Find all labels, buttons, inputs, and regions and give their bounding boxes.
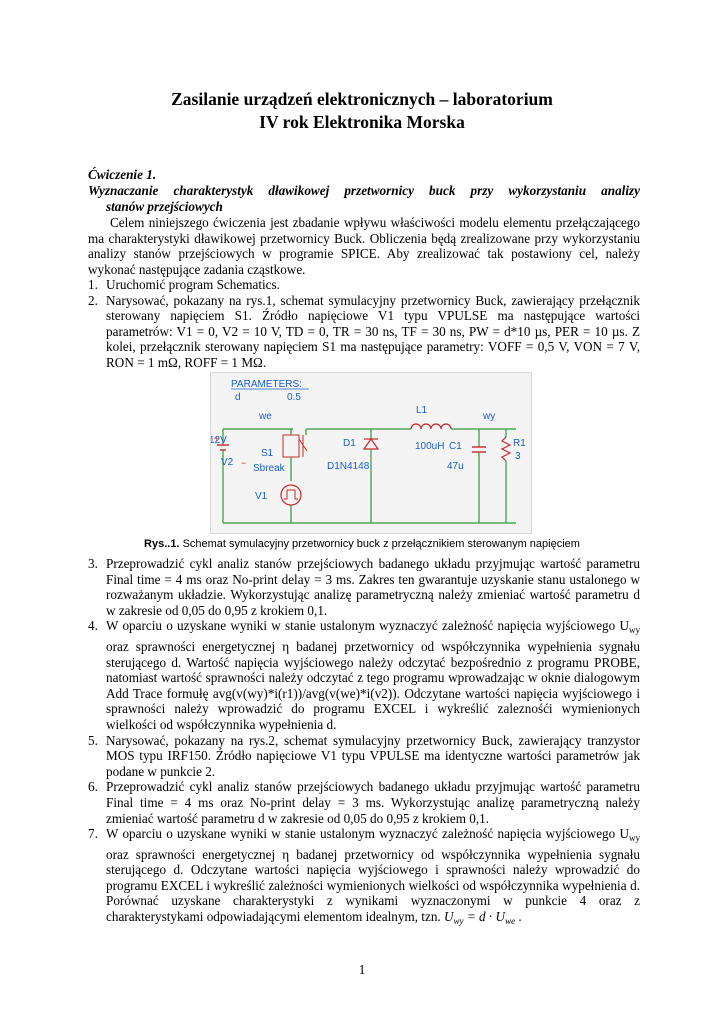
task-item [88, 779, 640, 826]
switch-name-label: S1 [261, 448, 274, 459]
task-text-b: oraz sprawności energetycznej η badanej przetwornicy od współczynnika wypełnienia sygnału sterującego d. Odczytane wartości napięcia wyjściowego i sprawności należy wprowadzić do programu EXCEL i wykreślić zależności wymienionych wielkości od współczynnika wypełnienia d. Porównać uzyskane charakterystyki z wynikami wyznaczonymi w punkcie 4 oraz z charakterystykami odpowiadającymi elementom idealnym, tzn. [106, 846, 640, 925]
figure-caption [0, 538, 724, 550]
v2-plus-sign: + [214, 434, 219, 443]
switch-model-label: Sbreak [253, 463, 285, 474]
caption-text: Schemat symulacyjny przetwornicy buck z przełącznikiem sterowanym napięciem [179, 538, 580, 550]
formula-mid: = d · U [463, 909, 506, 925]
param-name: d [235, 392, 241, 403]
cap-value-label: 47u [447, 461, 464, 472]
task-subscript: wy [629, 833, 640, 844]
task-item [88, 277, 640, 293]
exercise-subtitle-line1: Wyznaczanie charakterystyk dławikowej przetwornicy buck przy wykorzystaniu analizy [88, 183, 640, 198]
task-number: 6. [88, 779, 98, 795]
node-we-label: we [259, 411, 272, 422]
formula-u: U [444, 909, 454, 925]
task-list-after-figure [88, 556, 640, 930]
task-text-a: W oparciu o uzyskane wyniki w stanie ustalonym wyznaczyć zależność napięcia wyjściowego U [106, 826, 629, 842]
intro-paragraph: Celem niniejszego ćwiczenia jest zbadanie wpływu właściwości modelu elementu przełączającego ma charakterystyki dławikowej przetwornicy Buck. Obliczenia będą zrealizowane przy wykorzystaniu analizy stanów przejściowych w programie SPICE. Aby zrealizować tak postawiony cel, należy wykonać następujące zadania cząstkowe. [88, 215, 640, 277]
pulse-source-glyph [284, 490, 298, 499]
task-number: 3. [88, 556, 98, 571]
task-list-before-figure [88, 277, 640, 371]
parameters-label: PARAMETERS: [231, 379, 302, 390]
caption-label: Rys..1. [144, 538, 180, 550]
task-item [88, 733, 640, 780]
v2-value-label: 12V [211, 435, 227, 446]
task-text: Przeprowadzić cykl analiz stanów przejściowych badanego układu przyjmując wartość parametru Final time = 4 ms oraz No-print delay = 3 ms. Wykorzystując analizę parametryczną należy zmieniać wartość parametru d w zakresie od 0,05 do 0,95 z krokiem 0,1. [106, 779, 640, 826]
diode-name-label: D1 [343, 438, 356, 449]
task-number: 7. [88, 826, 98, 842]
inductor-value-label: 100uH [415, 441, 445, 452]
formula-end: . [515, 909, 522, 925]
task-text: Narysować, pokazany na rys.2, schemat symulacyjny przetwornicy Buck, zawierający tranzystor MOS typu IRF150. Źródło napięciowe V1 typu VPULSE ma identyczne wartości parametrów jak podane w punkcie 2. [106, 732, 640, 779]
task-item [88, 826, 640, 930]
document-subtitle: IV rok Elektronika Morska [259, 112, 465, 132]
pulse-source-circle [281, 485, 301, 505]
task-item [88, 556, 640, 618]
task-text: Uruchomić program Schematics. [106, 277, 280, 292]
task-subscript: wy [629, 625, 640, 636]
res-value-label: 3 [515, 451, 521, 462]
schematic-svg [211, 373, 531, 533]
switch-body [283, 435, 299, 457]
task-number: 5. [88, 732, 98, 748]
param-value: 0.5 [287, 392, 301, 403]
page-number: 1 [358, 962, 366, 977]
schematic-figure [210, 372, 532, 534]
task-item [88, 293, 640, 371]
document-title: Zasilanie urządzeń elektronicznych – laboratorium [171, 89, 553, 109]
task-number: 4. [88, 618, 98, 634]
node-wy-label: wy [483, 411, 496, 422]
task-number: 2. [88, 292, 98, 308]
pulse-name-label: V1 [255, 491, 268, 502]
task-item [88, 618, 640, 732]
res-zigzag [502, 437, 510, 461]
task-number: 1. [88, 277, 98, 292]
exercise-label: Ćwiczenie 1. [88, 167, 157, 182]
task-text: Narysować, pokazany na rys.1, schemat symulacyjny przetwornicy Buck, zawierający przełącznik sterowany napięciem S1. Źródło napięciowe V1 typu VPULSE ma następujące wartości parametrów: V1 = 0, V2 = 10 V, TD = 0, TR = 30 ns, TF = 30 ns, PW = d*10 µs, PER = 10 µs. Z kolei, przełącznik sterowany napięciem S1 ma następujące parametry: VOFF = 0,5 V, VON = 7 V, RON = 1 mΩ, ROFF = 1 MΩ. [106, 292, 640, 370]
formula-sub-we: we [505, 916, 516, 927]
inductor-name-label: L1 [416, 405, 428, 416]
res-name-label: R1 [513, 438, 526, 449]
diode-model-label: D1N4148 [327, 461, 370, 472]
task-text-b: oraz sprawności energetycznej η badanej przetwornicy od współczynnika wypełnienia sygnału sterującego d. Wartość napięcia wyjściowego należy odczytać bezpośrednio z programu PROBE, natomiast wartość sprawności należy odczytać z tego programu wprowadzając w oknie dialogowym Add Trace formułę avg(v(wy)*i(r1))/avg(v(we)*i(v2)). Odczytane wartości napięcia wyjściowego i sprawności należy wprowadzić do programu EXCEL i wykreślić zaleznośći wymienionych wielkości od współczynnika wypełnienia d. [106, 638, 640, 732]
task-text-a: W oparciu o uzyskane wyniki w stanie ustalonym wyznaczyć zależność napięcia wyjściowego U [106, 618, 629, 634]
diode-triangle [364, 439, 378, 449]
inductor-coil [411, 424, 451, 429]
v2-name-label: V2 [221, 457, 234, 468]
cap-name-label: C1 [449, 441, 462, 452]
formula-sub-wy: wy [453, 916, 464, 927]
v2-minus-sign: − [241, 458, 247, 468]
task-text: Przeprowadzić cykl analiz stanów przejściowych badanego układu przyjmując wartość parametru Final time = 4 ms oraz No-print delay = 3 ms. Zakres ten gwarantuje uzyskanie stanu ustalonego w rozważanym układzie. Wykorzystując analizę parametryczną należy zmieniać wartość parametru d w zakresie od 0,05 do 0,95 z krokiem 0,1. [106, 556, 640, 618]
exercise-subtitle-line2: stanów przejściowych [106, 199, 223, 214]
